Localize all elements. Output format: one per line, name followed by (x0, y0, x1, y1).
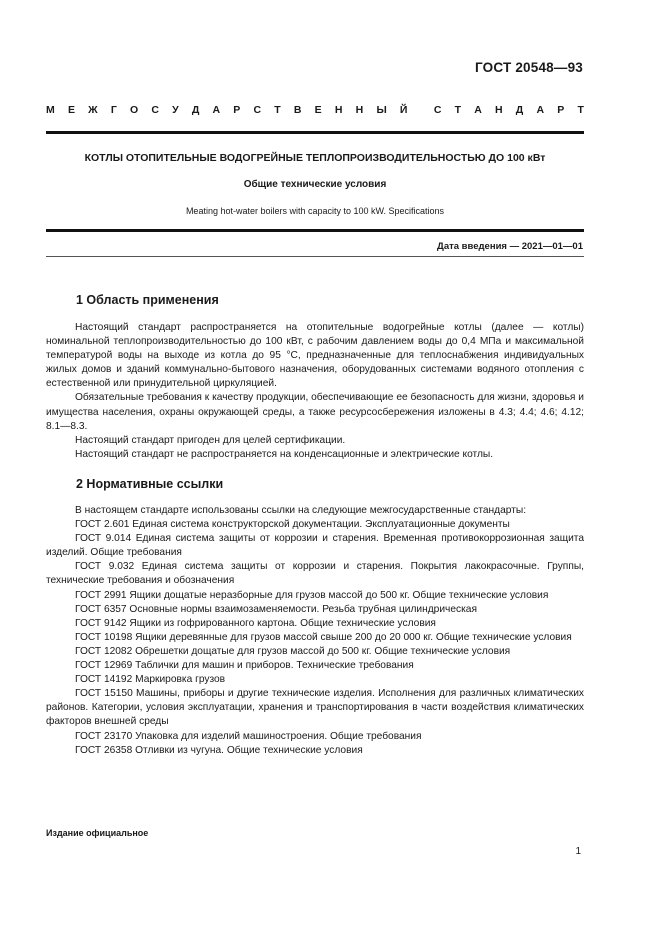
heading-letter: Й (399, 104, 408, 116)
interstate-standard-heading (46, 104, 584, 116)
section-2-heading: 2 Нормативные ссылки (76, 477, 224, 491)
paragraph: Настоящий стандарт не распространяется на конденсационные и электрические котлы. (75, 448, 494, 460)
official-edition-label: Издание официальное (46, 828, 149, 838)
heading-letter: Р (557, 104, 565, 116)
section-2-body (46, 504, 584, 758)
reference-item: ГОСТ 2.601 Единая система конструкторской документации. Эксплуатационные документы (75, 519, 510, 531)
heading-letter: Д (191, 104, 200, 116)
heading-letter: С (253, 104, 262, 116)
heading-letter: М (46, 104, 55, 116)
heading-letter: А (212, 104, 221, 116)
reference-item: ГОСТ 2991 Ящики дощатые неразборные для грузов массой до 500 кг. Общие технические условия (75, 589, 549, 601)
heading-letter: А (474, 104, 482, 116)
section-1-body (46, 321, 584, 462)
reference-item: ГОСТ 9142 Ящики из гофрированного картона. Общие технические условия (75, 617, 436, 629)
heading-letter: Н (334, 104, 343, 116)
reference-item: ГОСТ 15150 Машины, приборы и другие технические изделия. Исполнения для различных климатических районов. Категории, условия эксплуатации, хранения и транспортирования в части воздействия климатических факторов внешней среды (46, 688, 584, 728)
heading-letter: А (536, 104, 545, 116)
heading-letter: Р (233, 104, 241, 116)
heading-letter: Ж (88, 104, 98, 116)
paragraph: Обязательные требования к качеству продукции, обеспечивающие ее безопасность для жизни, здоровья и имущества населения, охраны окружающей среды, а также ресурсосбережения изложены в 4.3; 4.4; 4.6; 4.12; 8.1—8.3. (46, 392, 584, 432)
reference-item: ГОСТ 6357 Основные нормы взаимозаменяемости. Резьба трубная цилиндрическая (75, 603, 477, 615)
reference-item: ГОСТ 14192 Маркировка грузов (75, 674, 226, 686)
heading-letter: Ы (376, 104, 387, 116)
heading-letter: Г (110, 104, 117, 116)
document-title: КОТЛЫ ОТОПИТЕЛЬНЫЕ ВОДОГРЕЙНЫЕ ТЕПЛОПРОИЗВОДИТЕЛЬНОСТЬЮ ДО 100 кВт (84, 152, 546, 164)
top-divider (46, 131, 584, 134)
heading-letter: В (293, 104, 302, 116)
heading-letter: Т (454, 104, 462, 116)
paragraph: Настоящий стандарт пригоден для целей сертификации. (75, 434, 346, 446)
reference-item: ГОСТ 9.032 Единая система защиты от коррозии и старения. Покрытия лакокрасочные. Группы, технические требования и обозначения (46, 561, 584, 587)
page-number: 1 (575, 846, 581, 857)
document-code: ГОСТ 20548—93 (474, 60, 583, 75)
document-subtitle: Общие технические условия (243, 179, 387, 190)
heading-letter: Е (67, 104, 75, 116)
section-1-heading: 1 Область применения (76, 293, 219, 307)
reference-item: ГОСТ 12082 Обрешетки дощатые для грузов массой до 500 кг. Общие технические условия (75, 645, 511, 657)
heading-letter: Е (314, 104, 322, 116)
heading-letter: С (433, 104, 442, 116)
reference-item: ГОСТ 9.014 Единая система защиты от коррозии и старения. Временная противокоррозионная защита изделий. Общие требования (46, 533, 584, 559)
reference-item: ГОСТ 26358 Отливки из чугуна. Общие технические условия (75, 744, 363, 756)
date-divider (46, 256, 584, 257)
reference-item: ГОСТ 12969 Таблички для машин и приборов. Технические требования (75, 660, 414, 672)
heading-letter: У (172, 104, 179, 116)
heading-letter: Т (577, 104, 584, 116)
introduction-date: Дата введения — 2021—01—01 (437, 241, 583, 252)
heading-letter: Д (515, 104, 524, 116)
reference-item: ГОСТ 10198 Ящики деревянные для грузов массой свыше 200 до 20 000 кг. Общие технические условия (75, 631, 572, 643)
english-title: Meating hot-water boilers with capacity to 100 kW. Specifications (185, 206, 445, 216)
reference-item: ГОСТ 23170 Упаковка для изделий машиностроения. Общие требования (75, 730, 422, 742)
title-divider (46, 229, 584, 232)
heading-letter: О (129, 104, 139, 116)
heading-letter: С (151, 104, 159, 116)
heading-letter: Н (355, 104, 364, 116)
paragraph: В настоящем стандарте использованы ссылки на следующие межгосударственные стандарты: (75, 505, 527, 516)
heading-letter: Н (495, 104, 503, 116)
paragraph: Настоящий стандарт распространяется на отопительные водогрейные котлы (далее — котлы) номинальной теплопроизводительностью до 100 кВт, с рабочим давлением воды до 0,4 МПа и максимальной температурой воды на выходе из котла до 95 °С, предназначенные для теплоснабжения индивидуальных жилых домов и зданий коммунально-бытового назначения, оборудованных системами водяного отопления с естественной или принудительной циркуляцией. (46, 322, 584, 390)
heading-letter: Т (274, 104, 281, 116)
